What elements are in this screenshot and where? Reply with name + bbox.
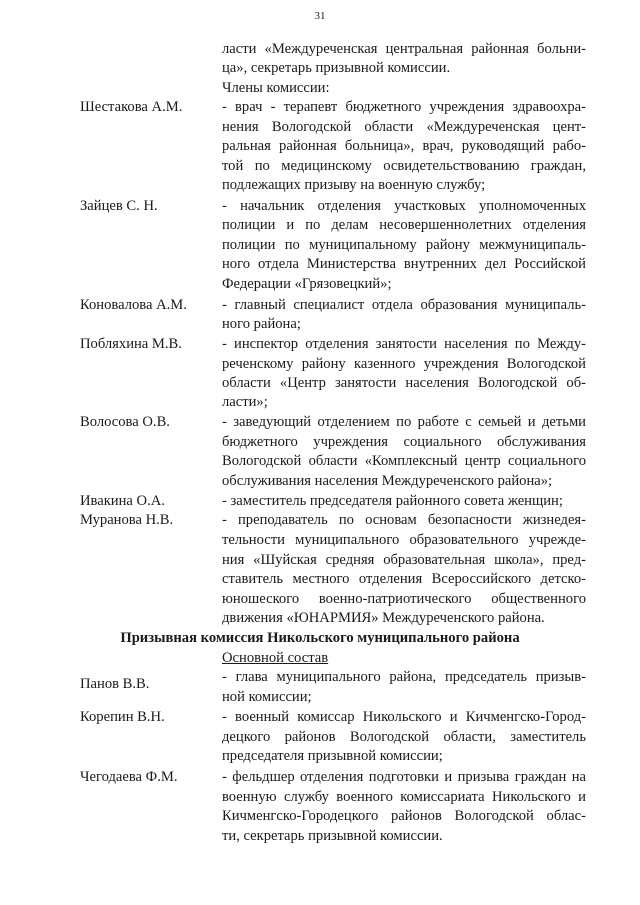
member-role-line: ния «Шуйская средняя образовательная школа», пред- <box>222 552 586 568</box>
member-role-line: ной комиссии; <box>222 689 312 705</box>
member-role-line: ти, секретарь призывной комиссии. <box>222 828 443 844</box>
members-heading: Члены комиссии: <box>222 80 330 96</box>
member-role-line: военную службу военного комиссариата Никольского и <box>222 789 586 805</box>
page-number: 31 <box>314 10 326 22</box>
member-role-line: подлежащих призыву на военную службу; <box>222 177 486 193</box>
member-role-line: той по медицинскому освидетельствованию граждан, <box>222 158 586 174</box>
intro-line: ца», секретарь призывной комиссии. <box>222 60 451 76</box>
member-role-line: децкого районов Вологодской области, заместитель <box>222 729 586 745</box>
member-role-line: ного района; <box>222 316 301 332</box>
member-role-line: - инспектор отделения занятости населения по Между- <box>222 336 586 352</box>
member-role-line: ного отдела Министерства внутренних дел Российской <box>222 256 586 272</box>
member-role-line: области «Центр занятости населения Вологодской об- <box>222 375 586 391</box>
member-name: Коновалова А.М. <box>80 297 187 313</box>
member-role-line: полиции и по делам несовершеннолетних отделения <box>222 217 586 233</box>
member-role-line: нения Вологодской области «Междуреченская цент- <box>222 119 586 135</box>
member-role-line: - заместитель председателя районного совета женщин; <box>222 493 563 509</box>
member-role-line: ральная районная больница», врач, руководящий рабо- <box>222 138 586 154</box>
member-name: Корепин В.Н. <box>80 709 165 725</box>
member-role-line: движения «ЮНАРМИЯ» Междуреченского района. <box>222 610 545 626</box>
member-role-line: - военный комиссар Никольского и Кичменгско-Город- <box>222 709 586 725</box>
member-role-line: юношеского военно-патриотического общественного <box>222 591 586 607</box>
member-role-line: Федерации «Грязовецкий»; <box>222 276 392 292</box>
section-title: Призывная комиссия Никольского муниципального района <box>120 630 520 646</box>
member-name: Ивакина О.А. <box>80 493 165 509</box>
intro-line: ласти «Междуреченская центральная районная больни- <box>222 41 586 57</box>
member-role-line: - врач - терапевт бюджетного учреждения здравоохра- <box>222 99 586 115</box>
member-role-line: - начальник отделения участковых уполномоченных <box>222 198 586 214</box>
member-role-line: реченскому району казенного учреждения Вологодской <box>222 356 586 372</box>
member-name: Муранова Н.В. <box>80 512 174 528</box>
member-name: Побляхина М.В. <box>80 336 182 352</box>
member-role-line: - фельдшер отделения подготовки и призыва граждан на <box>222 769 586 785</box>
member-name: Шестакова А.М. <box>80 99 183 115</box>
member-role-line: Вологодской области «Комплексный центр социального <box>222 453 586 469</box>
member-role-line: полиции по муниципальному району межмуниципаль- <box>222 237 586 253</box>
member-role-line: бюджетного учреждения социального обслуживания <box>222 434 586 450</box>
member-role-line: ставитель местного отделения Всероссийского детско- <box>222 571 586 587</box>
member-name: Чегодаева Ф.М. <box>80 769 178 785</box>
member-role-line: - заведующий отделением по работе с семьей и детьми <box>222 414 586 430</box>
member-role-line: - главный специалист отдела образования муниципаль- <box>222 297 586 313</box>
member-role-line: - глава муниципального района, председатель призыв- <box>222 669 586 685</box>
member-name: Панов В.В. <box>80 676 150 692</box>
member-role-line: - преподаватель по основам безопасности жизнедея- <box>222 512 586 528</box>
member-role-line: обслуживания населения Междуреченского района»; <box>222 473 553 489</box>
member-role-line: Кичменгско-Городецкого районов Вологодской облас- <box>222 808 586 824</box>
member-name: Волосова О.В. <box>80 414 170 430</box>
member-name: Зайцев С. Н. <box>80 198 158 214</box>
member-role-line: ласти»; <box>222 394 268 410</box>
subsection-title: Основной состав <box>222 650 329 666</box>
member-role-line: председателя призывной комиссии; <box>222 748 443 764</box>
member-role-line: тельности муниципального образовательного учрежде- <box>222 532 586 548</box>
